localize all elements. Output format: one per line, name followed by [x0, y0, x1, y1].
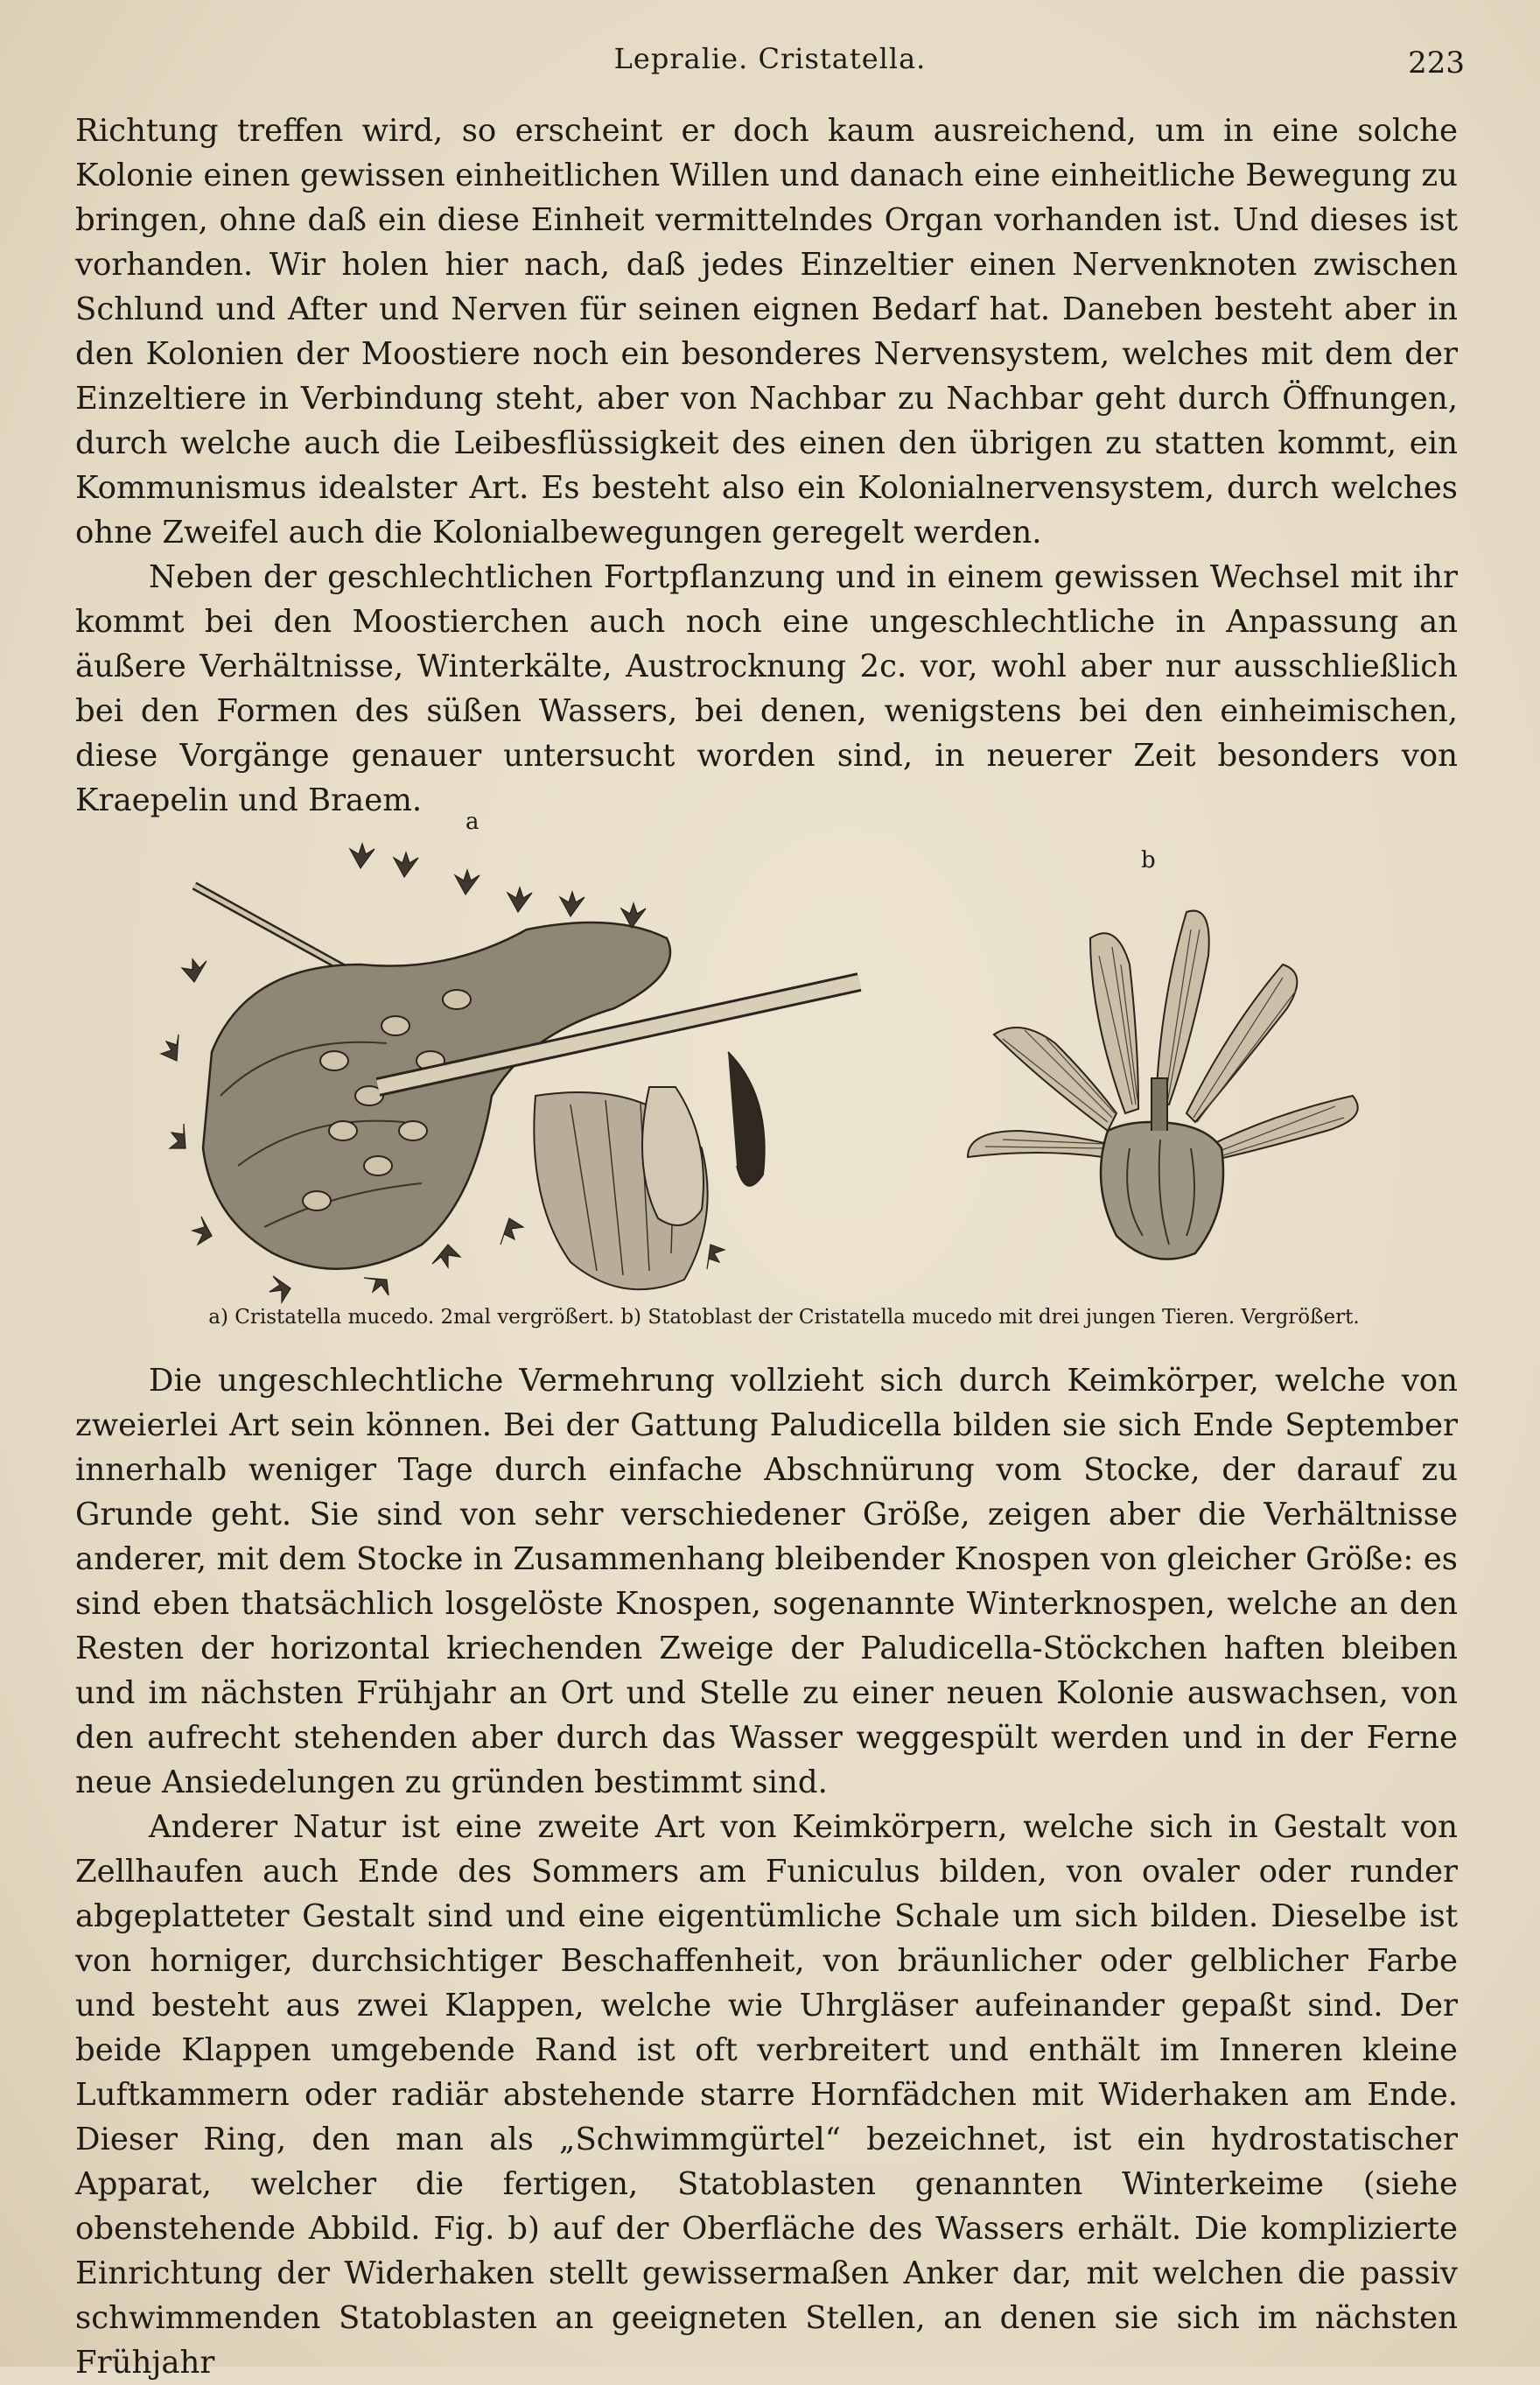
figure-label-b: b [1141, 847, 1156, 873]
page-number: 223 [1408, 46, 1465, 81]
paragraph: Neben der geschlechtlichen Fortpflanzung und in einem gewissen Wechsel mit ihr kommt bei den Moostierchen auch noch eine ungeschlechtliche in Anpassung an äußere Verhältnisse, Winterkälte, Austrocknung 2c. vor, wohl aber nur ausschließlich bei den Formen des süßen Wassers, bei denen, wenigstens bei den einheimischen, diese Vorgänge genauer untersucht worden sind, in neuerer Zeit besonders von Kraepelin und Braem. [75, 559, 1458, 818]
text-block-top [75, 109, 1458, 823]
figure-caption: a) Cristatella mucedo. 2mal vergrößert. b) Statoblast der Cristatella mucedo mit drei jungen Tieren. Vergrößert. [208, 1306, 1360, 1329]
paragraph: Anderer Natur ist eine zweite Art von Keimkörpern, welche sich in Gestalt von Zellhaufen auch Ende des Sommers am Funiculus bilden, von ovaler oder runder abgeplatteter Gestalt sind und eine eigentümliche Schale um sich bilden. Dieselbe ist von horniger, durchsichtiger Beschaffenheit, von bräunlicher oder gelblicher Farbe und besteht aus zwei Klappen, welche wie Uhrgläser aufeinander gepaßt sind. Der beide Klappen umgebende Rand ist oft verbreitert und enthält im Inneren kleine Luftkammern oder radiär abstehende starre Hornfädchen mit Widerhaken am Ende. Dieser Ring, den man als „Schwimmgürtel“ bezeichnet, ist ein hydrostatischer Apparat, welcher die fertigen, Statoblasten genannten Winterkeime (siehe obenstehende Abbild. Fig. b) auf der Oberfläche des Wassers erhält. Die komplizierte Einrichtung der Widerhaken stellt gewissermaßen Anker dar, mit welchen die passiv schwimmenden Statoblasten an geeigneten Stellen, an denen sie sich im nächsten Frühjahr [75, 1809, 1458, 2381]
figure [75, 798, 1458, 1341]
paragraph: Die ungeschlechtliche Vermehrung vollzieht sich durch Keimkörper, welche von zweierlei Art sein können. Bei der Gattung Paludicella bilden sie sich Ende September innerhalb weniger Tage durch einfache Abschnürung vom Stocke, der darauf zu Grunde geht. Sie sind von sehr verschiedener Größe, zeigen aber die Verhältnisse anderer, mit dem Stocke in Zusammenhang bleibender Knospen von gleicher Größe: es sind eben thatsächlich losgelöste Knospen, sogenannte Winterknospen, welche an den Resten der horizontal kriechenden Zweige der Paludicella-Stöckchen haften bleiben und im nächsten Frühjahr an Ort und Stelle zu einer neuen Kolonie auswachsen, von den aufrecht stehenden aber durch das Wasser weggespült werden und in der Ferne neue Ansiedelungen zu gründen bestimmt sind. [75, 1363, 1458, 1800]
cristatella-colony-illustration [159, 833, 886, 1306]
text-block-bottom [75, 1358, 1458, 2385]
figure-label-a: a [466, 809, 480, 835]
running-head [0, 42, 1540, 95]
running-head-title: Lepralie. Cristatella. [613, 42, 927, 75]
statoblast-illustration [942, 868, 1432, 1288]
paragraph: Richtung treffen wird, so erscheint er doch kaum ausreichend, um in eine solche Kolonie einen gewissen einheitlichen Willen und danach eine einheitliche Bewegung zu bringen, ohne daß ein diese Einheit vermittelndes Organ vorhanden ist. Und dieses ist vorhanden. Wir holen hier nach, daß jedes Einzeltier einen Nervenknoten zwischen Schlund und After und Nerven für seinen eignen Bedarf hat. Daneben besteht aber in den Kolonien der Moostiere noch ein besonderes Nervensystem, welches mit dem der Einzeltiere in Verbindung steht, aber von Nachbar zu Nachbar geht durch Öffnungen, durch welche auch die Leibesflüssigkeit des einen den übrigen zu statten kommt, ein Kommunismus idealster Art. Es besteht also ein Kolonialnervensystem, durch welches ohne Zweifel auch die Kolonialbewegungen geregelt werden. [75, 113, 1458, 551]
